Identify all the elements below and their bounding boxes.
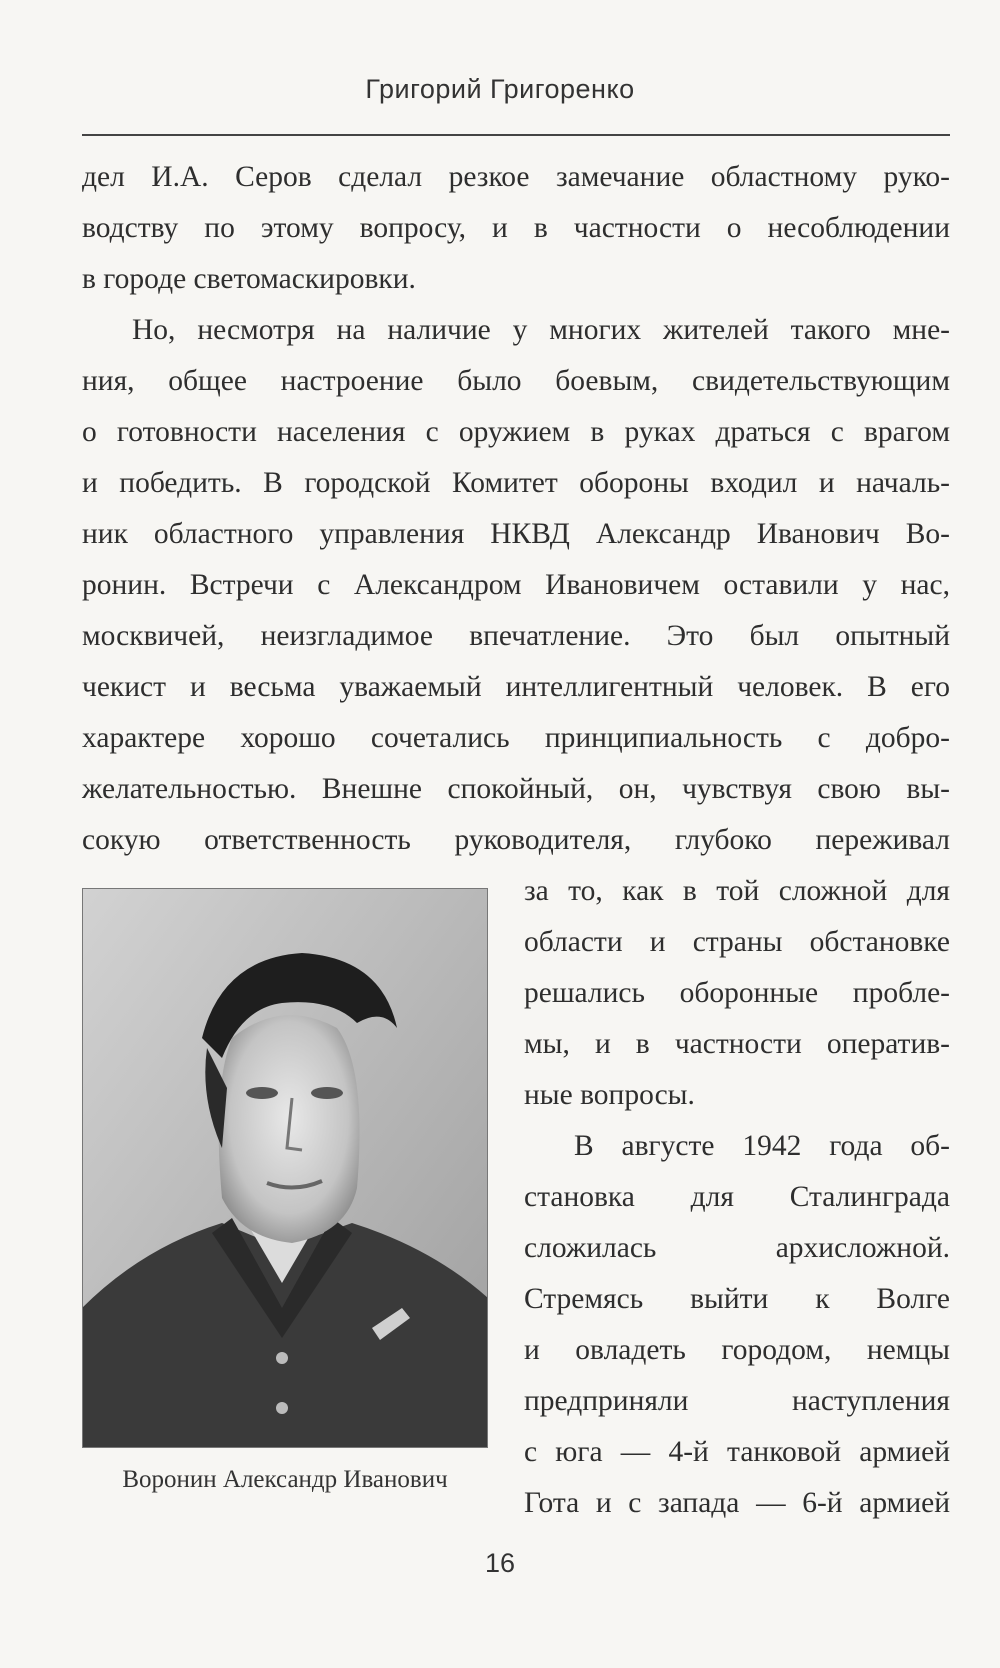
text-line: предприняли наступления <box>524 1385 950 1417</box>
side-text-column <box>524 866 950 1529</box>
text-line: области и страны обстановке <box>524 926 950 958</box>
text-line: и победить. В городской Комитет обороны входил и началь- <box>82 467 950 499</box>
figure-and-text-block <box>82 866 950 1546</box>
text-line: ник областного управления НКВД Александр Иванович Во- <box>82 518 950 550</box>
text-line: характере хорошо сочетались принципиальность с добро- <box>82 722 950 754</box>
page-number: 16 <box>484 1548 516 1578</box>
header-rule <box>82 134 950 136</box>
text-line: водству по этому вопросу, и в частности о несоблюдении <box>82 212 950 244</box>
text-line: желательностью. Внешне спокойный, он, чувствуя свою вы- <box>82 773 950 805</box>
text-line: о готовности населения с оружием в руках драться с врагом <box>82 416 950 448</box>
text-line: ронин. Встречи с Александром Ивановичем оставили у нас, <box>82 569 950 601</box>
text-line: Гота и с запада — 6-й армией <box>524 1487 950 1519</box>
text-line: за то, как в той сложной для <box>524 875 950 907</box>
text-line: мы, и в частности оператив- <box>524 1028 950 1060</box>
text-line: и овладеть городом, немцы <box>524 1334 950 1366</box>
text-line: в городе светомаскировки. <box>82 263 416 295</box>
text-line: чекист и весьма уважаемый интеллигентный человек. В его <box>82 671 950 703</box>
portrait-image <box>82 888 488 1448</box>
text-line: дел И.А. Серов сделал резкое замечание областному руко- <box>82 161 950 193</box>
paragraph-2 <box>82 305 950 866</box>
portrait-photo <box>82 888 488 1448</box>
photo-caption: Воронин Александр Иванович <box>122 1466 448 1493</box>
text-line: В августе 1942 года об- <box>574 1130 950 1162</box>
text-line: москвичей, неизгладимое впечатление. Это был опытный <box>82 620 950 652</box>
text-line: Стремясь выйти к Волге <box>524 1283 950 1315</box>
text-line: сокую ответственность руководителя, глубоко переживал <box>82 824 950 856</box>
text-line: становка для Сталинграда <box>524 1181 950 1213</box>
text-line: ния, общее настроение было боевым, свидетельствующим <box>82 365 950 397</box>
text-line: ные вопросы. <box>524 1079 695 1111</box>
paragraph-1 <box>82 152 950 305</box>
text-line: с юга — 4-й танковой армией <box>524 1436 950 1468</box>
main-text <box>82 152 950 866</box>
text-line: сложилась архисложной. <box>524 1232 950 1264</box>
text-line: Но, несмотря на наличие у многих жителей такого мне- <box>132 314 950 346</box>
text-line: решались оборонные пробле- <box>524 977 950 1009</box>
running-head: Григорий Григоренко <box>365 74 635 104</box>
